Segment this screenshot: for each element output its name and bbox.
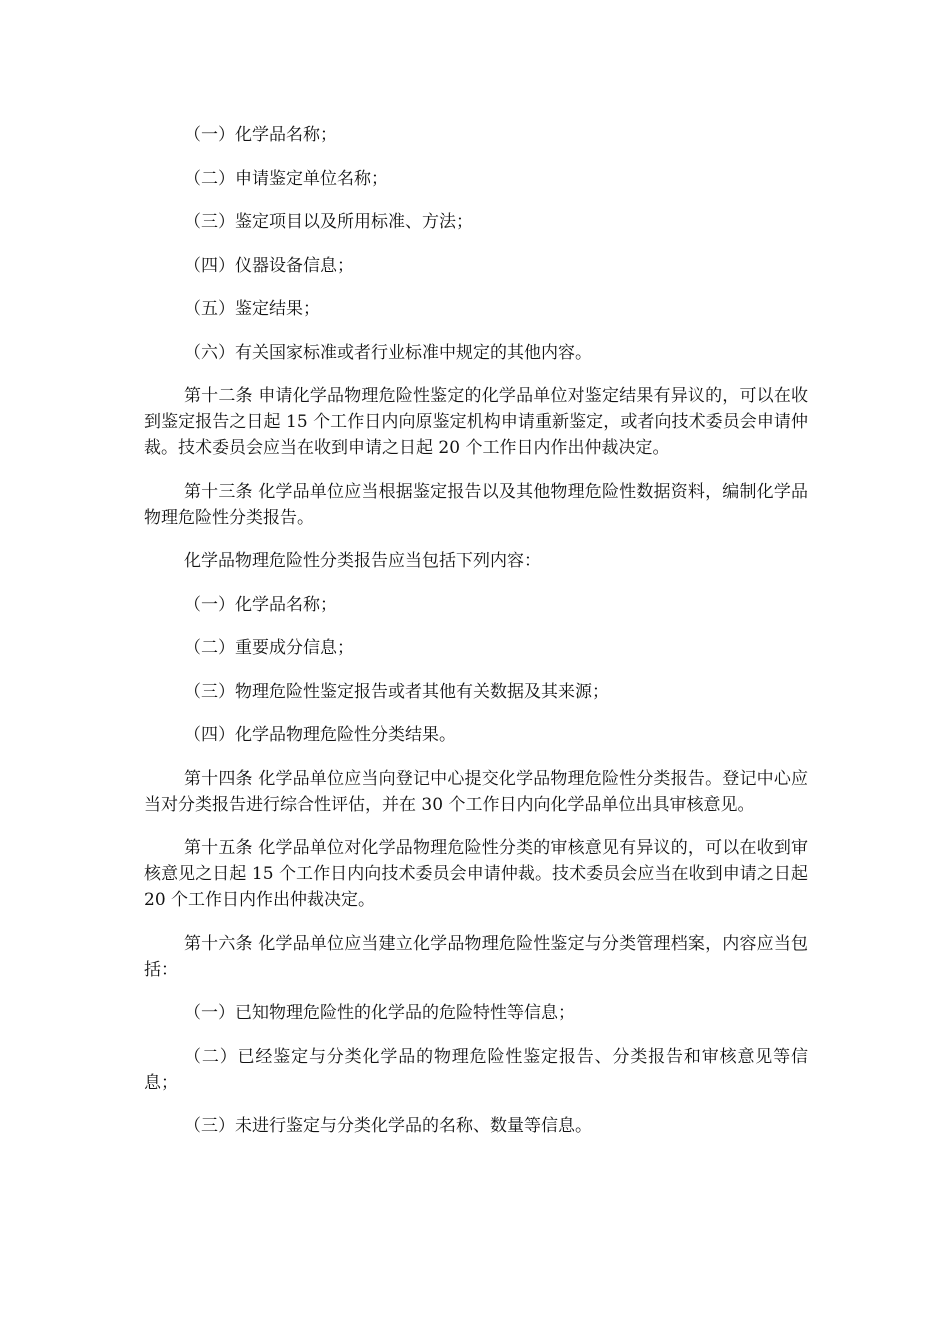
- article-15: 第十五条 化学品单位对化学品物理危险性分类的审核意见有异议的，可以在收到审核意见之日起 15 个工作日内向技术委员会申请仲裁。技术委员会应当在收到申请之日起 20 个工作日内作出仲裁决定。: [144, 838, 808, 910]
- list-item: （二）已经鉴定与分类化学品的物理危险性鉴定报告、分类报告和审核意见等信息；: [144, 1046, 808, 1093]
- list-item: （四）化学品物理危险性分类结果。: [184, 725, 456, 745]
- document-body: [144, 122, 808, 1157]
- list-item: （六）有关国家标准或者行业标准中规定的其他内容。: [184, 342, 592, 363]
- list-item: （五）鉴定结果；: [184, 299, 320, 319]
- article-13: 第十三条 化学品单位应当根据鉴定报告以及其他物理危险性数据资料，编制化学品物理危险性分类报告。: [144, 481, 808, 528]
- article-12: 第十二条 申请化学品物理危险性鉴定的化学品单位对鉴定结果有异议的，可以在收到鉴定报告之日起 15 个工作日内向原鉴定机构申请重新鉴定，或者向技术委员会申请仲裁。技术委员会应当在收到申请之日起 20 个工作日内作出仲裁决定。: [144, 386, 808, 458]
- article-16: 第十六条 化学品单位应当建立化学品物理危险性鉴定与分类管理档案，内容应当包括：: [144, 933, 808, 980]
- article-14: 第十四条 化学品单位应当向登记中心提交化学品物理危险性分类报告。登记中心应当对分类报告进行综合性评估，并在 30 个工作日内向化学品单位出具审核意见。: [144, 768, 808, 815]
- list-item: （一）化学品名称；: [184, 125, 337, 145]
- list-item: （一）已知物理危险性的化学品的危险特性等信息；: [184, 1003, 575, 1023]
- list-item: （三）物理危险性鉴定报告或者其他有关数据及其来源；: [184, 681, 609, 702]
- list-item: （二）重要成分信息；: [184, 638, 354, 658]
- list-item: （三）未进行鉴定与分类化学品的名称、数量等信息。: [184, 1116, 592, 1136]
- paragraph: 化学品物理危险性分类报告应当包括下列内容：: [184, 551, 541, 571]
- list-item: （一）化学品名称；: [184, 594, 337, 615]
- list-item: （三）鉴定项目以及所用标准、方法；: [184, 212, 473, 232]
- list-item: （二）申请鉴定单位名称；: [184, 168, 388, 189]
- list-item: （四）仪器设备信息；: [184, 255, 354, 276]
